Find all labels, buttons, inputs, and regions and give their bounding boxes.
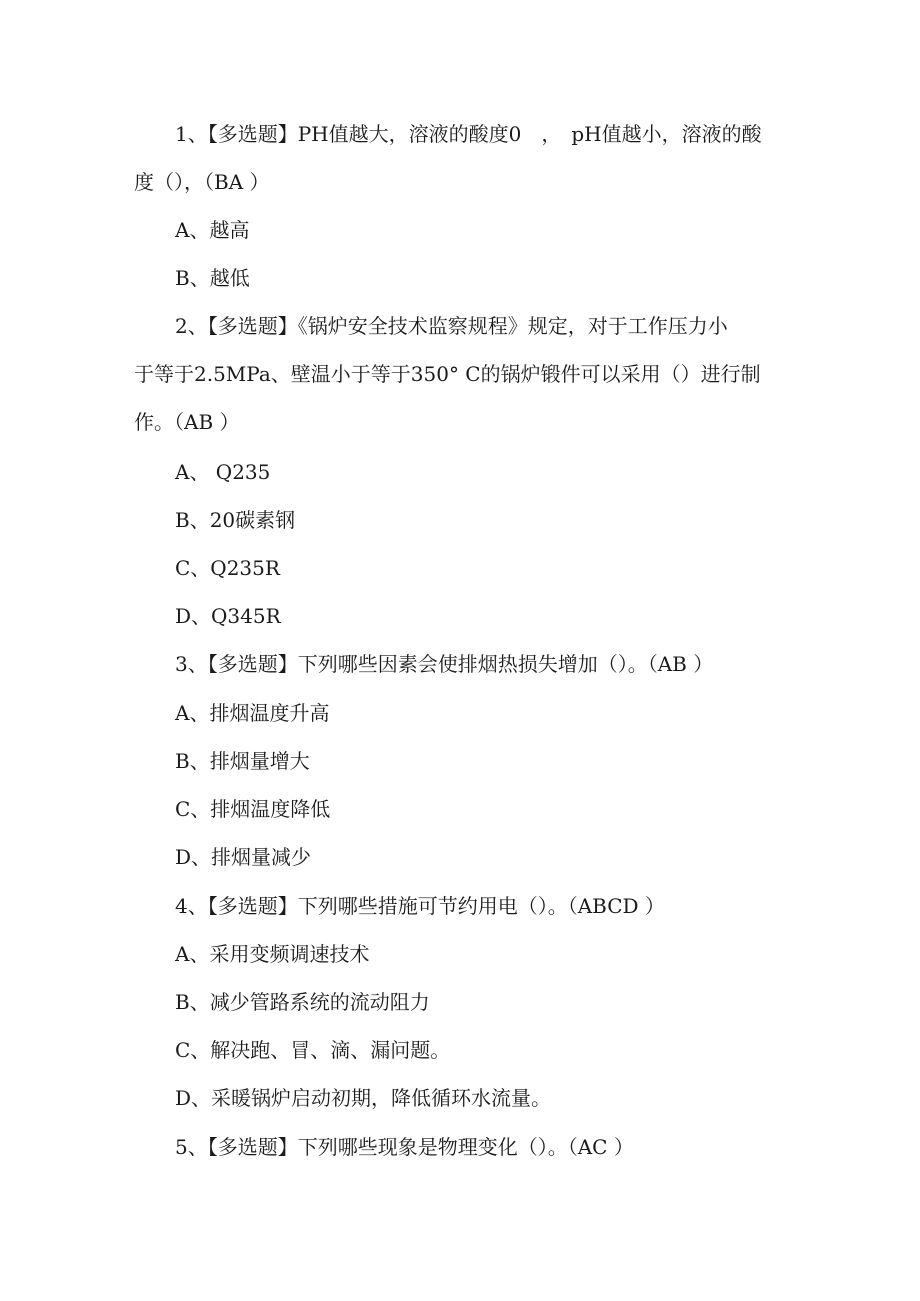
question-4-option-b: B、减少管路系统的流动阻力 xyxy=(175,990,430,1014)
question-3-option-c: C、排烟温度降低 xyxy=(175,797,331,821)
question-3-option-b: B、排烟量增大 xyxy=(175,749,310,773)
question-2-option-d: D、Q345R xyxy=(175,604,281,628)
question-3-option-d: D、排烟量减少 xyxy=(175,845,312,869)
question-4-option-d: D、采暖锅炉启动初期，降低循环水流量。 xyxy=(175,1086,552,1110)
question-2-option-c: C、Q235R xyxy=(175,556,280,580)
question-2-line-2: 于等于2.5MPa、壁温小于等于350° C的锅炉锻件可以采用（）进行制 xyxy=(134,362,761,386)
question-4-option-a: A、采用变频调速技术 xyxy=(175,942,370,966)
question-4-line-1: 4、【多选题】下列哪些措施可节约用电（）。（ABCD ） xyxy=(175,894,665,918)
question-2-line-3: 作。（AB ） xyxy=(134,410,240,434)
question-2-option-b: B、20碳素钢 xyxy=(175,508,296,532)
question-2-line-1: 2、【多选题】《锅炉安全技术监察规程》规定，对于工作压力小 xyxy=(175,314,728,338)
question-1-line-1: 1、【多选题】PH值越大，溶液的酸度0 ， pH值越小，溶液的酸 xyxy=(175,122,762,146)
question-1-option-b: B、越低 xyxy=(175,266,250,290)
question-3-option-a: A、排烟温度升高 xyxy=(175,701,330,725)
question-2-option-a: A、 Q235 xyxy=(175,460,271,484)
question-1-line-2: 度（），（BA ） xyxy=(134,170,270,194)
question-3-line-1: 3、【多选题】下列哪些因素会使排烟热损失增加（）。（AB ） xyxy=(175,652,714,676)
question-4-option-c: C、解决跑、冒、滴、漏问题。 xyxy=(175,1038,451,1062)
question-5-line-1: 5、【多选题】下列哪些现象是物理变化（）。（AC ） xyxy=(175,1135,634,1159)
question-1-option-a: A、越高 xyxy=(175,218,250,242)
